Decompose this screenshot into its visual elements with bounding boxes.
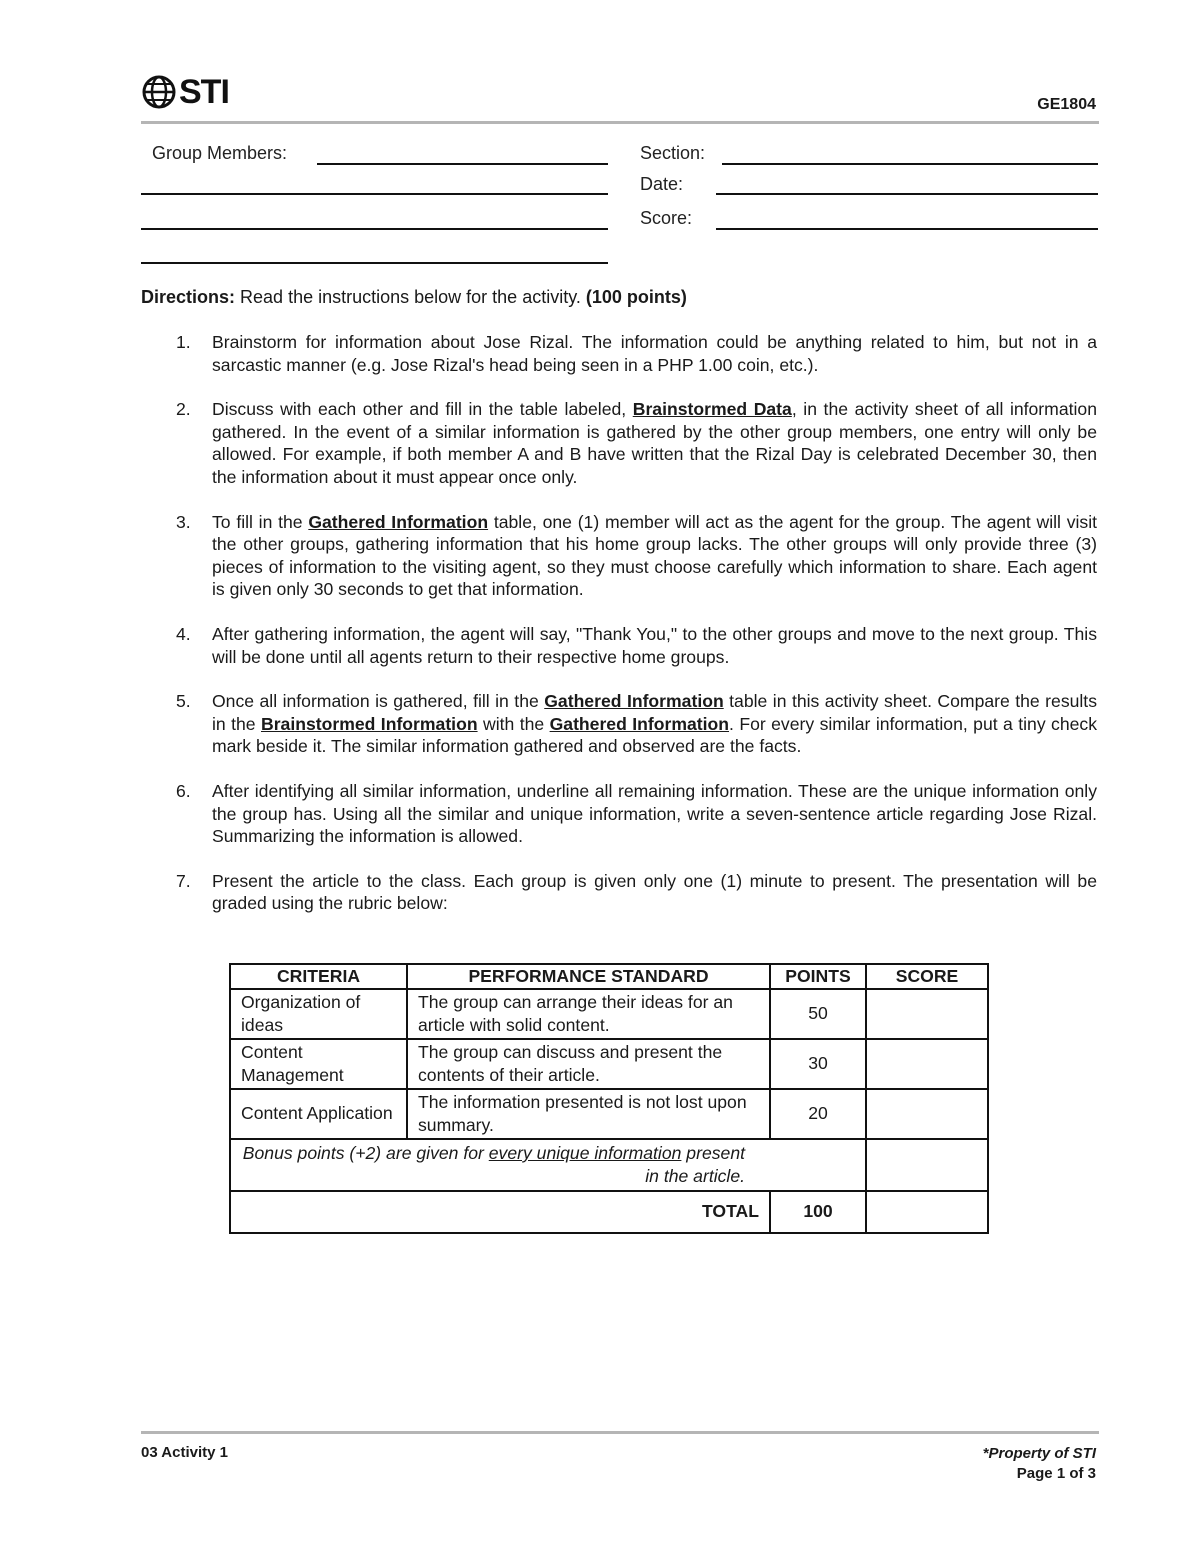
step-text: Present the article to the class. Each group is given only one (1) minute to present. The presentation will be graded using the rubric below: <box>212 870 1097 914</box>
standard-cell: The group can discuss and present the contents of their article. <box>407 1039 770 1089</box>
step-item <box>141 511 1097 601</box>
criteria-cell: Content Application <box>230 1089 407 1139</box>
step-text: Discuss with each other and fill in the table labeled, <box>212 399 633 420</box>
step-text: After gathering information, the agent will say, "Thank You," to the other groups and move to the next group. This will be done until all agents return to their respective home groups. <box>212 623 1097 667</box>
globe-icon <box>141 74 177 110</box>
section-field-line[interactable] <box>722 163 1098 165</box>
step-item <box>141 398 1097 488</box>
sti-logo <box>141 70 231 114</box>
step-number: 2. <box>176 399 191 420</box>
directions-label: Directions: <box>141 287 236 307</box>
document-code: GE1804 <box>1037 96 1096 113</box>
step-text: After identifying all similar information, underline all remaining information. These are the unique information only the group has. Using all the similar and unique information, write a seven-sentence article regarding Jose Rizal. Summarizing the information is allowed. <box>212 780 1097 847</box>
criteria-cell: Organization of ideas <box>230 989 407 1039</box>
footer-divider <box>141 1431 1099 1434</box>
step-number: 6. <box>176 780 191 801</box>
bonus-text-end: present in the article. <box>645 1143 745 1186</box>
score-cell[interactable] <box>866 1089 988 1139</box>
step-number: 5. <box>176 691 191 712</box>
step-item <box>141 331 1097 376</box>
rubric-table <box>229 963 989 1234</box>
directions <box>141 287 687 308</box>
score-cell[interactable] <box>866 989 988 1039</box>
group-members-line-1[interactable] <box>317 163 608 165</box>
step-text: To fill in the <box>212 511 309 532</box>
logo-text: STI <box>179 73 229 111</box>
brainstormed-data-ref: Brainstormed Data <box>632 399 792 420</box>
points-cell: 30 <box>770 1039 866 1089</box>
page-number: Page 1 of 3 <box>1016 1465 1096 1482</box>
rubric-header-row <box>230 964 988 989</box>
step-item <box>141 690 1097 758</box>
total-label: TOTAL <box>230 1191 770 1233</box>
table-row <box>230 1039 988 1089</box>
directions-points: (100 points) <box>585 287 687 307</box>
step-number: 3. <box>176 511 191 532</box>
group-members-line-3[interactable] <box>141 228 608 230</box>
standard-cell: The group can arrange their ideas for an article with solid content. <box>407 989 770 1039</box>
score-cell[interactable] <box>866 1039 988 1089</box>
step-text: with the <box>477 713 550 734</box>
points-cell: 20 <box>770 1089 866 1139</box>
total-value: 100 <box>770 1191 866 1233</box>
property-note: *Property of STI <box>982 1445 1096 1462</box>
date-label: Date: <box>640 174 684 194</box>
step-text: table, one (1) member will act as the agent for the group. The agent will visit the other groups, gathering information that his home group lacks. The other groups will only provide three (3) pieces of information to the visiting agent, so they must choose carefully which information to share. Each agent is given only 30 seconds to get that information. <box>212 511 1098 600</box>
points-cell: 50 <box>770 989 866 1039</box>
step-item <box>141 780 1097 848</box>
step-number: 7. <box>176 870 191 891</box>
standard-cell: The information presented is not lost upon summary. <box>407 1089 770 1139</box>
step-number: 4. <box>176 623 191 644</box>
directions-text: Read the instructions below for the activity. <box>235 287 586 307</box>
bonus-note <box>230 1139 866 1191</box>
date-field-line[interactable] <box>716 193 1098 195</box>
gathered-information-ref: Gathered Information <box>549 713 730 734</box>
brainstormed-information-ref: Brainstormed Information <box>261 713 478 734</box>
footer-right <box>983 1444 1096 1484</box>
bonus-score-cell[interactable] <box>866 1139 988 1191</box>
score-field-line[interactable] <box>716 228 1098 230</box>
bonus-row <box>230 1139 988 1191</box>
group-members-line-2[interactable] <box>141 193 608 195</box>
criteria-cell: Content Management <box>230 1039 407 1089</box>
bonus-text: Bonus points (+2) are given for <box>242 1143 489 1163</box>
criteria-header: CRITERIA <box>230 964 407 989</box>
step-number: 1. <box>176 332 191 352</box>
points-header: POINTS <box>770 964 866 989</box>
step-text: Brainstorm for information about Jose Rizal. The information could be anything related to him, but not in a sarcastic manner (e.g. Jose Rizal's head being seen in a PHP 1.00 coin, etc.). <box>212 332 1097 375</box>
standard-header: PERFORMANCE STANDARD <box>407 964 770 989</box>
group-members-label: Group Members: <box>152 143 288 163</box>
score-label: Score: <box>640 208 693 228</box>
table-row <box>230 1089 988 1139</box>
header-divider <box>141 121 1099 124</box>
step-item <box>141 623 1097 668</box>
footer-activity: 03 Activity 1 <box>141 1444 228 1461</box>
total-row <box>230 1191 988 1233</box>
step-item <box>141 870 1097 915</box>
instruction-steps <box>141 331 1097 937</box>
step-text: table in this activity sheet. Compare the results in the <box>212 691 1097 734</box>
table-row <box>230 989 988 1039</box>
bonus-emphasis: every unique information <box>488 1143 682 1163</box>
gathered-information-ref: Gathered Information <box>308 511 489 532</box>
gathered-information-ref: Gathered Information <box>544 691 724 712</box>
step-text: , in the activity sheet of all information gathered. In the event of a similar information is gathered by the other group members, one entry will only be allowed. For example, if both member A and B have written that the Rizal Day is celebrated December 30, then the information about it must appear once only. <box>212 399 1097 487</box>
step-text: . For every similar information, put a tiny check mark beside it. The similar information gathered and observed are the facts. <box>212 713 1098 757</box>
step-text: Once all information is gathered, fill in the <box>212 691 545 712</box>
section-label: Section: <box>640 143 706 163</box>
total-score-cell[interactable] <box>866 1191 988 1233</box>
group-members-line-4[interactable] <box>141 262 608 264</box>
score-header: SCORE <box>866 964 988 989</box>
